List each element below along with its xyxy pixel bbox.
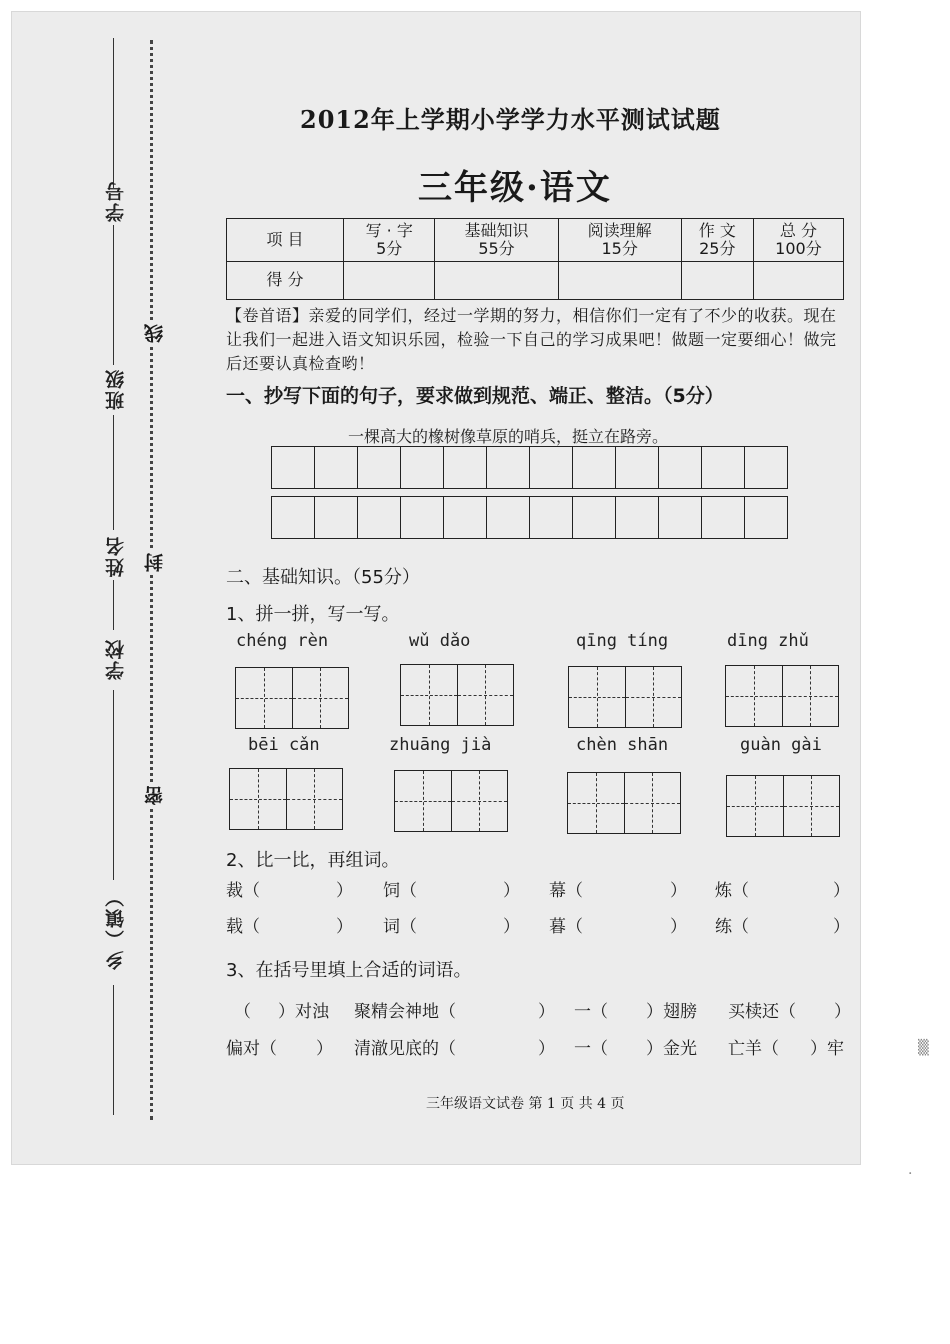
fill-item: ） (538, 1002, 555, 1022)
compare-item: 幕（ (549, 881, 583, 901)
compare-bracket: ） (503, 881, 520, 901)
pinyin-label: dīng zhǔ (727, 631, 809, 651)
exam-title: 2012年上学期小学学力水平测试试题 (300, 105, 721, 134)
score-column: 阅读理解 15分 (558, 219, 681, 262)
writing-cell[interactable] (271, 446, 316, 490)
score-column: 基础知识 55分 (435, 219, 558, 262)
compare-item: 词（ (383, 917, 417, 937)
writing-cell[interactable] (314, 496, 359, 540)
writing-cell[interactable] (486, 446, 531, 490)
row-header: 项 目 (227, 219, 344, 262)
writing-cell[interactable] (529, 496, 574, 540)
writing-cell[interactable] (400, 446, 445, 490)
fill-item: ） (538, 1039, 555, 1059)
writing-cell[interactable] (572, 446, 617, 490)
writing-cell[interactable] (443, 446, 488, 490)
fill-item: 一（ (574, 1039, 608, 1059)
pinyin-label: chèn shān (576, 735, 669, 755)
q2-heading: 2、比一比，再组词。 (226, 850, 400, 871)
score-column: 作 文 25分 (681, 219, 753, 262)
margin-line (113, 415, 114, 530)
margin-line (113, 225, 114, 365)
writing-cell[interactable] (615, 496, 660, 540)
copy-sentence: 一棵高大的橡树像草原的哨兵，挺立在路旁。 (348, 427, 669, 446)
compare-bracket: ） (833, 881, 850, 901)
margin-line (113, 580, 114, 630)
fill-item: 买椟还（ (728, 1002, 796, 1022)
tianzige-box[interactable] (229, 768, 343, 830)
tianzige-box[interactable] (400, 664, 514, 726)
fill-item: ） (834, 1002, 851, 1022)
label-student-id: 学号 (105, 180, 127, 222)
section1-heading: 一、抄写下面的句子，要求做到规范、端正、整洁。（5分） (226, 385, 724, 407)
writing-cell[interactable] (701, 496, 746, 540)
q3-heading: 3、在括号里填上合适的词语。 (226, 960, 472, 981)
fill-item: 偏对（ (226, 1039, 277, 1059)
fill-item: ）翅膀 (646, 1002, 697, 1022)
pinyin-label: guàn gài (740, 735, 822, 755)
writing-cell[interactable] (744, 496, 789, 540)
fill-item: ）对浊 (278, 1002, 329, 1022)
copy-grid-row-2[interactable] (272, 497, 788, 539)
margin-line (113, 985, 114, 1115)
fill-item: （ (234, 1002, 251, 1022)
fill-item: 一（ (574, 1002, 608, 1022)
seal-mark-secret: 密 (141, 784, 168, 807)
fill-item: 亡羊（ (728, 1039, 779, 1059)
writing-cell[interactable] (529, 446, 574, 490)
writing-cell[interactable] (615, 446, 660, 490)
writing-cell[interactable] (658, 446, 703, 490)
tianzige-box[interactable] (394, 770, 508, 832)
fill-item: 聚精会神地（ (354, 1002, 456, 1022)
score-cell[interactable] (558, 261, 681, 299)
writing-cell[interactable] (357, 446, 402, 490)
compare-item: 炼（ (715, 881, 749, 901)
copy-grid-row-1[interactable] (272, 447, 788, 489)
score-cell[interactable] (435, 261, 558, 299)
margin-line (113, 690, 114, 880)
writing-cell[interactable] (443, 496, 488, 540)
pinyin-label: qīng tíng (576, 631, 669, 651)
tianzige-box[interactable] (725, 665, 839, 727)
compare-bracket: ） (670, 917, 687, 937)
compare-bracket: ） (503, 917, 520, 937)
scan-speck: · (908, 1166, 913, 1182)
compare-bracket: ） (336, 881, 353, 901)
compare-item: 暮（ (549, 917, 583, 937)
compare-item: 载（ (226, 917, 260, 937)
writing-cell[interactable] (701, 446, 746, 490)
pinyin-label: bēi cǎn (248, 735, 320, 755)
tianzige-box[interactable] (235, 667, 349, 729)
seal-mark-line: 线 (141, 322, 168, 345)
tianzige-box[interactable] (726, 775, 840, 837)
section2-heading: 二、基础知识。（55分） (226, 567, 420, 588)
pinyin-label: zhuāng jià (389, 735, 492, 755)
compare-bracket: ） (336, 917, 353, 937)
fill-item: ） (316, 1039, 333, 1059)
label-name: 姓名 (105, 535, 127, 577)
score-cell[interactable] (681, 261, 753, 299)
page-footer: 三年级语文试卷 第 1 页 共 4 页 (426, 1096, 625, 1112)
compare-bracket: ） (833, 917, 850, 937)
compare-item: 裁（ (226, 881, 260, 901)
q1-heading: 1、拼一拼，写一写。 (226, 604, 400, 625)
seal-mark-seal: 封 (141, 551, 168, 574)
score-column: 总 分 100分 (753, 219, 843, 262)
score-table (226, 218, 844, 300)
pinyin-label: wǔ dǎo (409, 631, 471, 651)
writing-cell[interactable] (314, 446, 359, 490)
writing-cell[interactable] (400, 496, 445, 540)
margin-line (113, 38, 114, 188)
label-class: 班级 (105, 368, 127, 410)
exam-subtitle: 三年级·语文 (418, 168, 612, 208)
writing-cell[interactable] (271, 496, 316, 540)
tianzige-box[interactable] (568, 666, 682, 728)
label-township: 乡（镇） (105, 886, 127, 970)
fill-item: ）金光 (646, 1039, 697, 1059)
compare-item: 饲（ (383, 881, 417, 901)
writing-cell[interactable] (572, 496, 617, 540)
compare-item: 练（ (715, 917, 749, 937)
writing-cell[interactable] (744, 446, 789, 490)
fill-item: ）牢 (810, 1039, 844, 1059)
writing-cell[interactable] (658, 496, 703, 540)
fill-item: 清澈见底的（ (354, 1039, 456, 1059)
compare-bracket: ） (670, 881, 687, 901)
label-school: 学校 (105, 638, 127, 680)
score-column: 写 · 字 5分 (344, 219, 435, 262)
preface-text: 【卷首语】亲爱的同学们，经过一学期的努力，相信你们一定有了不少的收获。现在让我们一起进入语文知识乐园，检验一下自己的学习成果吧！做题一定要细心！做完后还要认真检查哟！ (226, 306, 837, 373)
scan-speck: ▒ (918, 1040, 929, 1056)
score-cell[interactable] (344, 261, 435, 299)
score-label: 得 分 (227, 261, 344, 299)
seal-dotted-line (150, 40, 153, 1120)
writing-cell[interactable] (486, 496, 531, 540)
pinyin-label: chéng rèn (236, 631, 329, 651)
writing-cell[interactable] (357, 496, 402, 540)
tianzige-box[interactable] (567, 772, 681, 834)
score-cell[interactable] (753, 261, 843, 299)
